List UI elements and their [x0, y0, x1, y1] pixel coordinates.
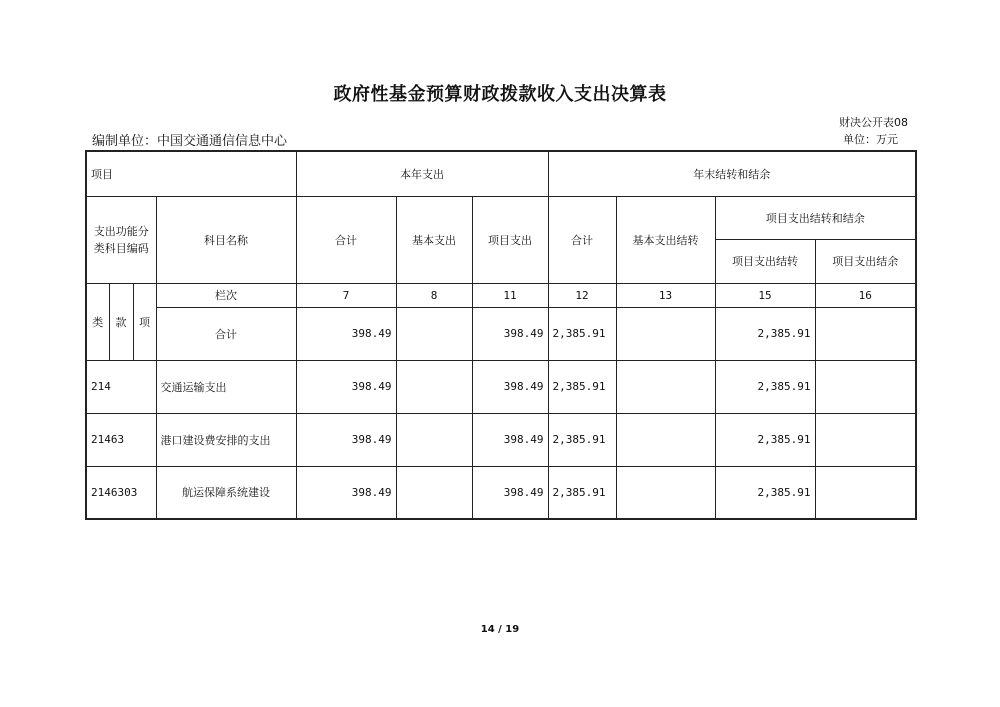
cell-project-surplus	[815, 466, 916, 519]
column-number: 8	[396, 283, 472, 307]
form-code: 财决公开表08	[839, 116, 908, 129]
column-number: 7	[296, 283, 396, 307]
page-number: 14 / 19	[480, 624, 520, 635]
cell-code: 214	[86, 360, 156, 413]
cell-subject-name: 港口建设费安排的支出	[156, 413, 296, 466]
table-row	[86, 413, 916, 466]
cell-basic-carryover	[616, 307, 715, 360]
cell-basic-carryover	[616, 360, 715, 413]
cell-total-2: 2,385.91	[548, 466, 616, 519]
cell-project-surplus	[815, 307, 916, 360]
header-year-end-balance: 年末结转和结余	[548, 151, 916, 196]
cell-subject-name: 航运保障系统建设	[156, 466, 296, 519]
cell-code: 2146303	[86, 466, 156, 519]
header-project-expense: 项目支出	[472, 196, 548, 283]
header-project-surplus: 项目支出结余	[815, 239, 916, 283]
table-row	[86, 360, 916, 413]
header-project-carryover: 项目支出结转	[715, 239, 815, 283]
header-subject-name: 科目名称	[156, 196, 296, 283]
header-xiang: 项	[133, 283, 156, 360]
cell-basic	[396, 466, 472, 519]
cell-project-carryover: 2,385.91	[715, 307, 815, 360]
cell-total-2: 2,385.91	[548, 413, 616, 466]
cell-total-2: 2,385.91	[548, 360, 616, 413]
table-row	[86, 466, 916, 519]
cell-basic-carryover	[616, 413, 715, 466]
header-row-2	[86, 196, 916, 239]
column-number: 11	[472, 283, 548, 307]
cell-total: 398.49	[296, 413, 396, 466]
column-number-row	[86, 283, 916, 307]
cell-project: 398.49	[472, 307, 548, 360]
header-total-2: 合计	[548, 196, 616, 283]
column-number: 15	[715, 283, 815, 307]
header-column-no: 栏次	[156, 283, 296, 307]
cell-project-surplus	[815, 413, 916, 466]
organization-label: 编制单位：中国交通通信信息中心	[92, 134, 288, 149]
column-number: 16	[815, 283, 916, 307]
cell-total: 398.49	[296, 307, 396, 360]
header-func-code: 支出功能分类科目编码	[86, 196, 156, 283]
cell-basic	[396, 413, 472, 466]
header-current-year-expense: 本年支出	[296, 151, 548, 196]
header-row-1	[86, 151, 916, 196]
header-basic-carryover: 基本支出结转	[616, 196, 715, 283]
budget-table	[85, 150, 917, 520]
column-number: 13	[616, 283, 715, 307]
cell-basic	[396, 360, 472, 413]
total-row	[86, 307, 916, 360]
cell-basic-carryover	[616, 466, 715, 519]
unit-label: 单位：万元	[843, 133, 898, 146]
cell-total: 398.49	[296, 466, 396, 519]
header-basic-expense: 基本支出	[396, 196, 472, 283]
header-item: 项目	[86, 151, 296, 196]
header-total: 合计	[296, 196, 396, 283]
cell-total-2: 2,385.91	[548, 307, 616, 360]
header-kuan: 款	[109, 283, 133, 360]
total-label: 合计	[156, 307, 296, 360]
header-project-balance-group: 项目支出结转和结余	[715, 196, 916, 239]
cell-project-carryover: 2,385.91	[715, 466, 815, 519]
cell-project-carryover: 2,385.91	[715, 360, 815, 413]
cell-project: 398.49	[472, 360, 548, 413]
cell-total: 398.49	[296, 360, 396, 413]
cell-project: 398.49	[472, 413, 548, 466]
cell-code: 21463	[86, 413, 156, 466]
header-lei: 类	[86, 283, 109, 360]
cell-project-surplus	[815, 360, 916, 413]
cell-project-carryover: 2,385.91	[715, 413, 815, 466]
column-number: 12	[548, 283, 616, 307]
cell-basic	[396, 307, 472, 360]
cell-subject-name: 交通运输支出	[156, 360, 296, 413]
page-title: 政府性基金预算财政拨款收入支出决算表	[333, 84, 667, 105]
cell-project: 398.49	[472, 466, 548, 519]
